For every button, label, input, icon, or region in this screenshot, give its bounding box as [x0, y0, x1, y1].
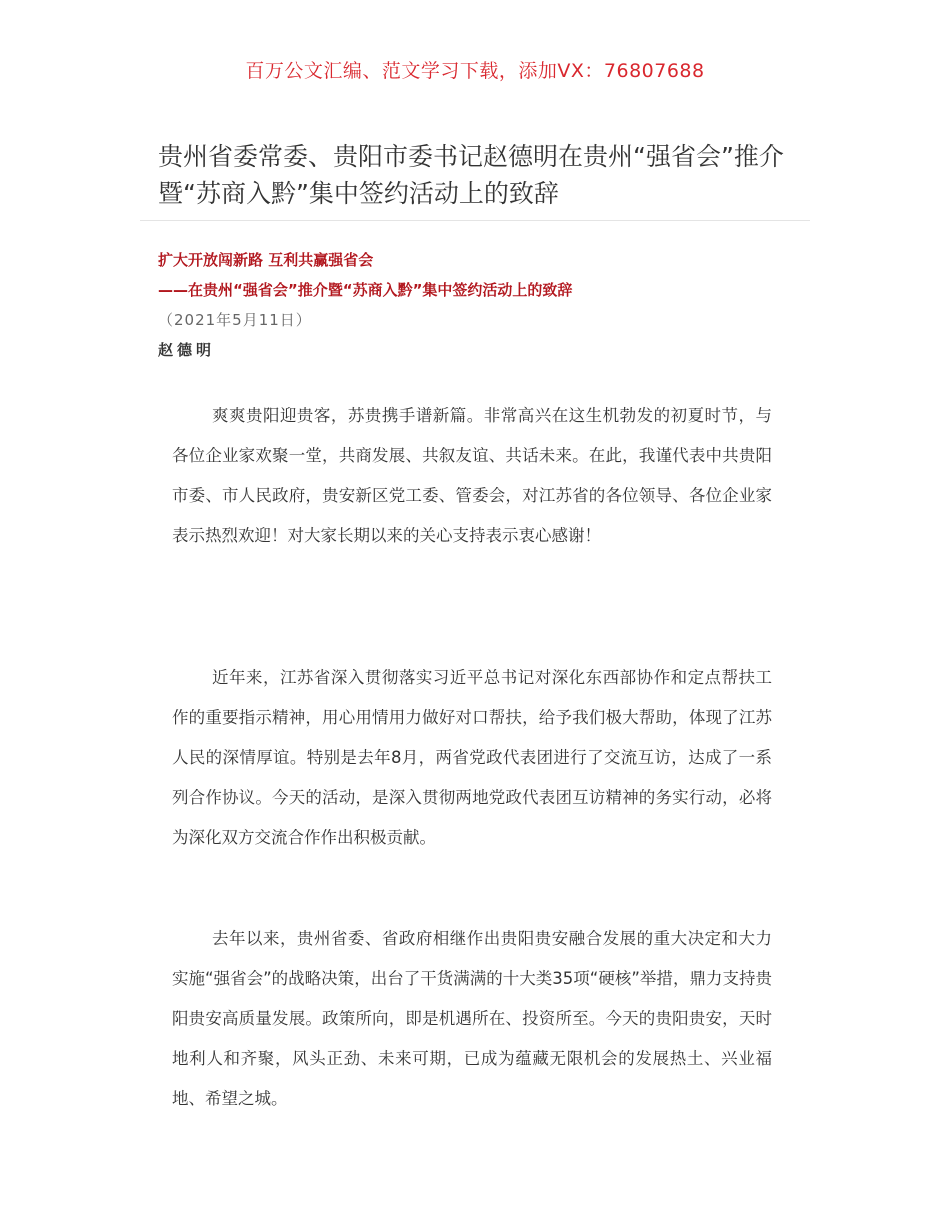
- subtitle-main: 扩大开放闯新路 互利共赢强省会: [158, 251, 374, 269]
- paragraph-2: 近年来，江苏省深入贯彻落实习近平总书记对深化东西部协作和定点帮扶工作的重要指示精神，用心用情用力做好对口帮扶，给予我们极大帮助，体现了江苏人民的深情厚谊。特别是去年8月，两省党政代表团进行了交流互访，达成了一系列合作协议。今天的活动，是深入贯彻两地党政代表团互访精神的务实行动，必将为深化双方交流合作作出积极贡献。: [172, 668, 772, 847]
- subtitle-sub: ——在贵州“强省会”推介暨“苏商入黔”集中签约活动上的致辞: [158, 281, 573, 299]
- title-divider: [140, 220, 810, 221]
- paragraph-3: 去年以来，贵州省委、省政府相继作出贵阳贵安融合发展的重大决定和大力实施“强省会”的战略决策，出台了干货满满的十大类35项“硬核”举措，鼎力支持贵阳贵安高质量发展。政策所向，即是机遇所在、投资所至。今天的贵阳贵安，天时地利人和齐聚，风头正劲、未来可期，已成为蕴藏无限机会的发展热土、兴业福地、希望之城。: [172, 929, 772, 1108]
- promo-banner: 百万公文汇编、范文学习下载，添加VX：76807688: [245, 60, 705, 82]
- paragraph-1: 爽爽贵阳迎贵客，苏贵携手谱新篇。非常高兴在这生机勃发的初夏时节，与各位企业家欢聚一堂，共商发展、共叙友谊、共话未来。在此，我谨代表中共贵阳市委、市人民政府，贵安新区党工委、管委会，对江苏省的各位领导、各位企业家表示热烈欢迎！对大家长期以来的关心支持表示衷心感谢！: [172, 406, 772, 545]
- article-title: 贵州省委常委、贵阳市委书记赵德明在贵州“强省会”推介暨“苏商入黔”集中签约活动上的致辞: [158, 142, 784, 208]
- speech-date: （2021年5月11日）: [158, 311, 312, 329]
- author-name: 赵德明: [158, 341, 216, 359]
